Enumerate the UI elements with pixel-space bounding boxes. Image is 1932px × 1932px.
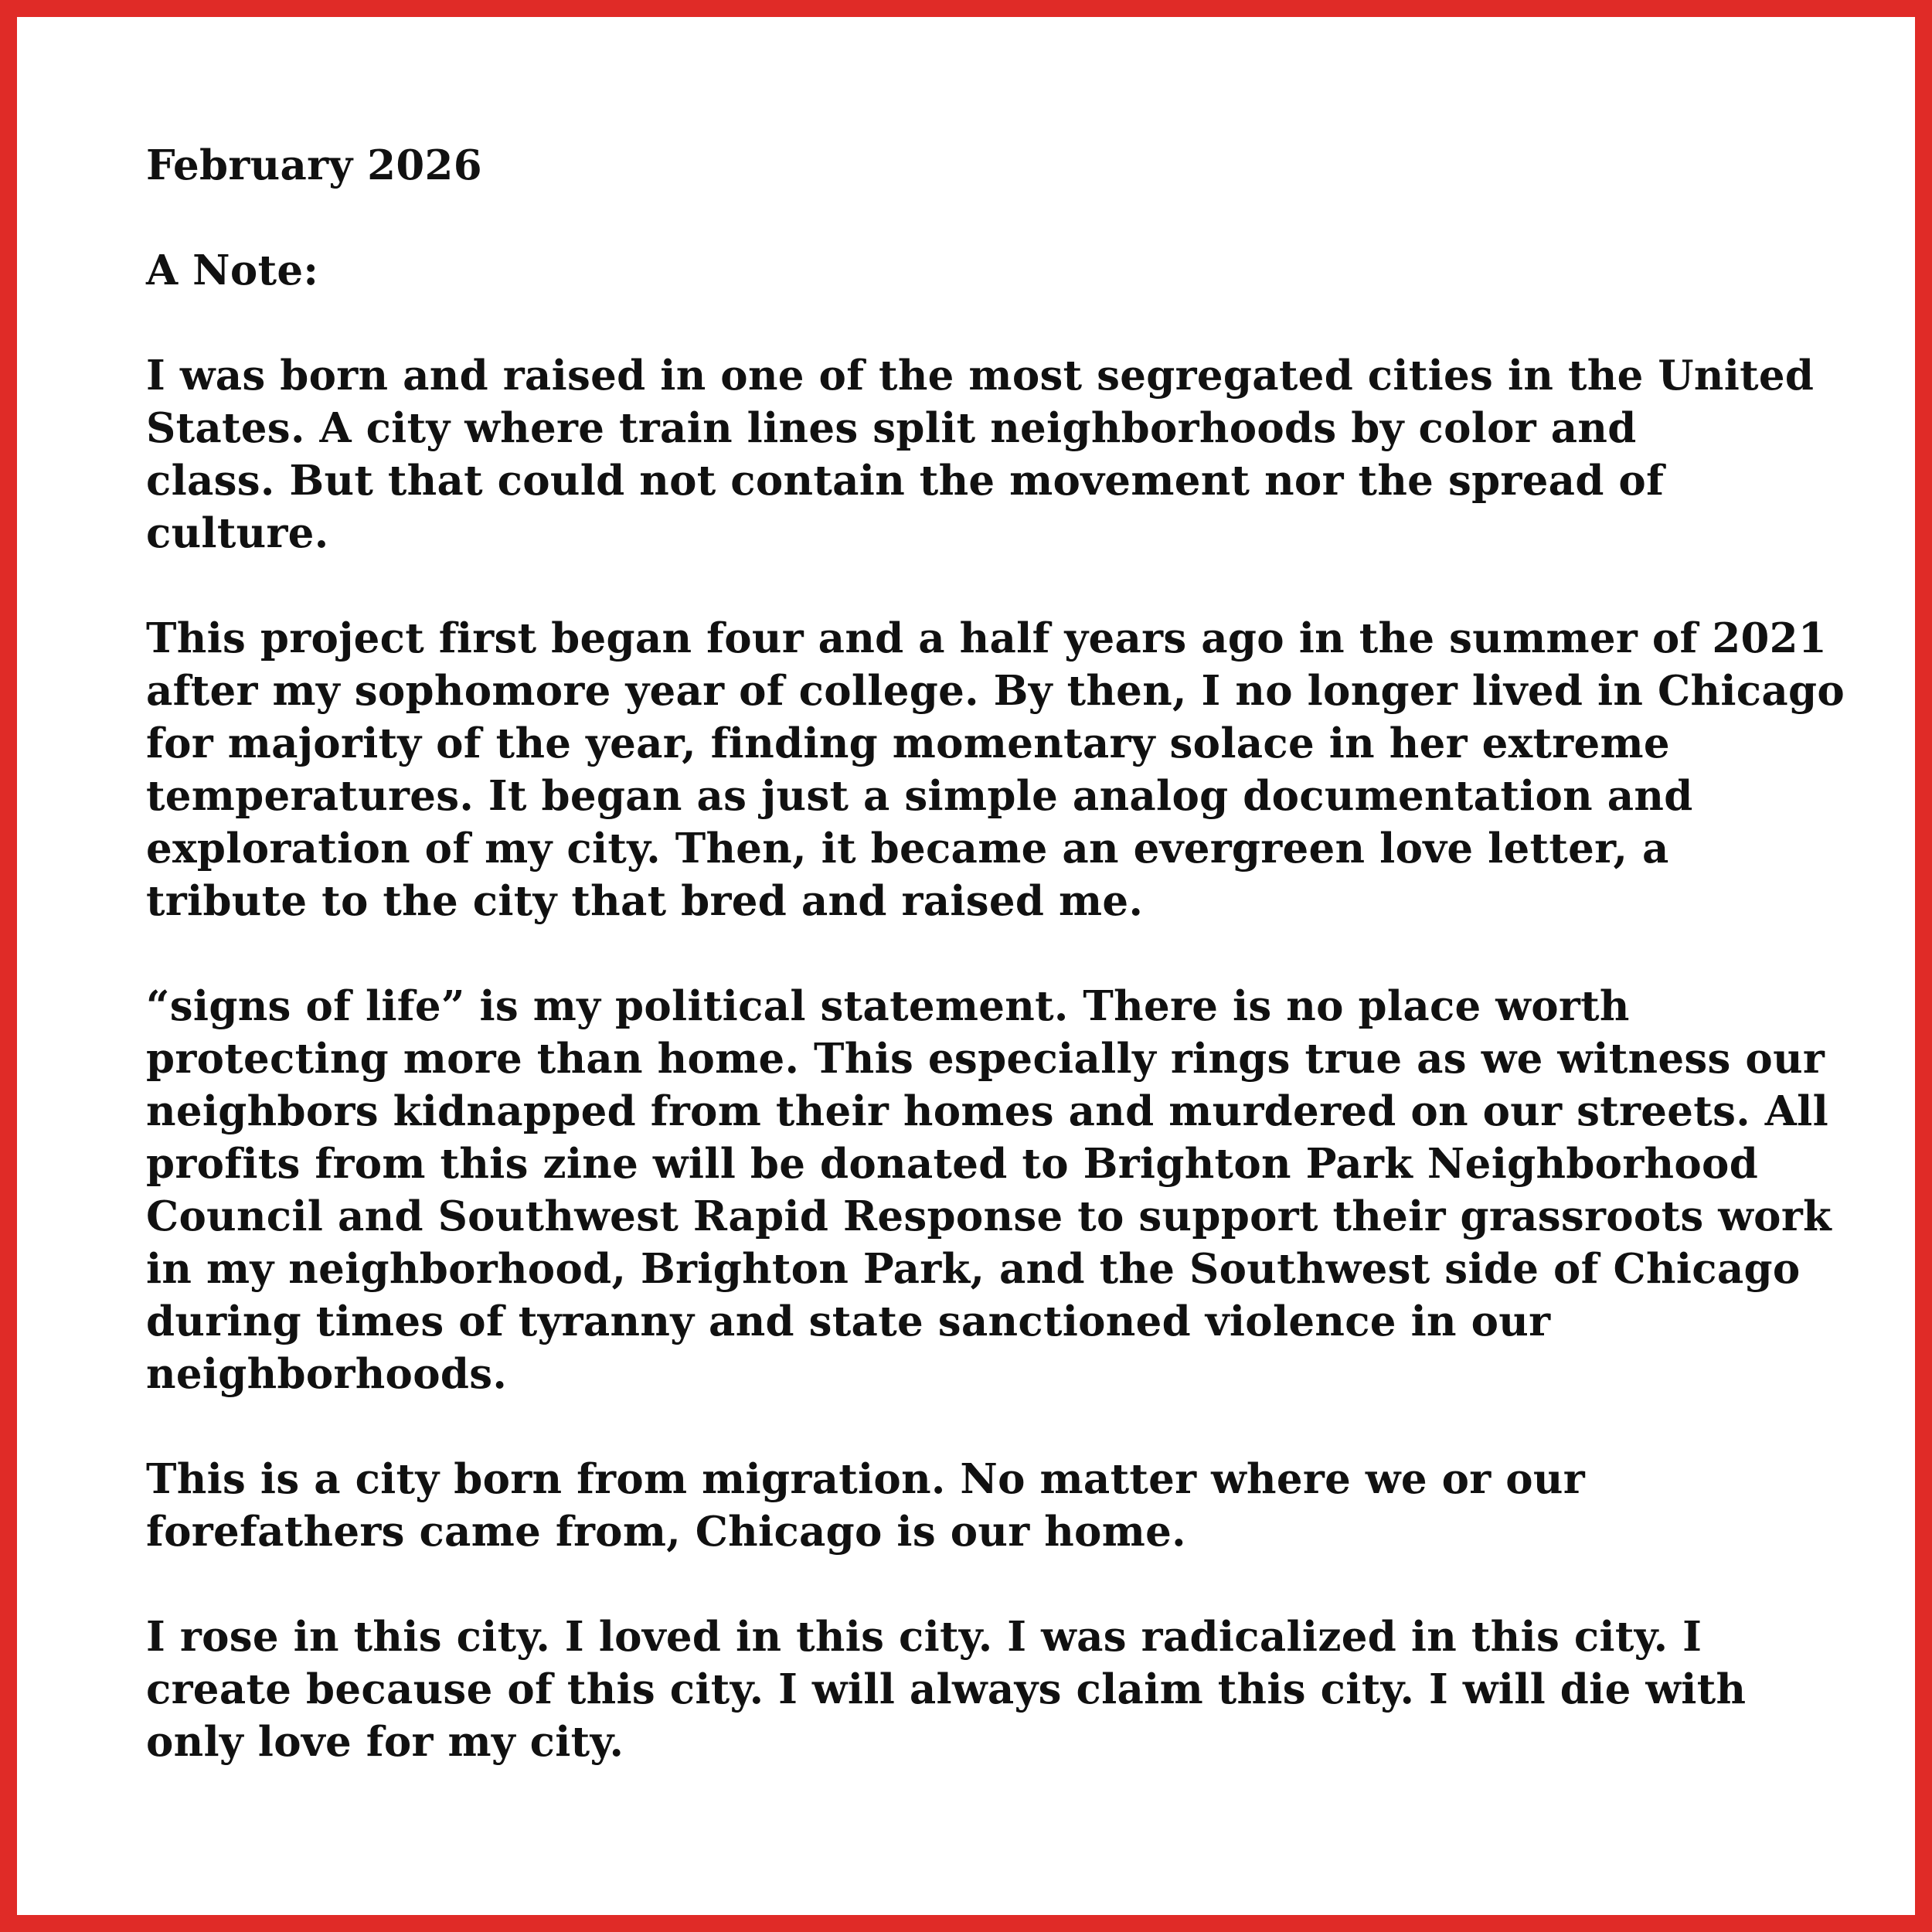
text-line: create because of this city. I will always claim this city. I will die with	[146, 1665, 1747, 1713]
text-line: during times of tyranny and state sanctioned violence in our	[146, 1298, 1551, 1345]
text-line: States. A city where train lines split neighborhoods by color and	[146, 404, 1637, 452]
paragraph-intro	[146, 349, 1854, 560]
paragraph-migration	[146, 1453, 1854, 1558]
text-line: This project first began four and a half years ago in the summer of 2021	[146, 614, 1828, 662]
text-line: in my neighborhood, Brighton Park, and the Southwest side of Chicago	[146, 1245, 1801, 1293]
paragraph-closing	[146, 1611, 1854, 1768]
spacer	[146, 1400, 1854, 1453]
text-line: after my sophomore year of college. By then, I no longer lived in Chicago	[146, 667, 1845, 715]
paragraph-project	[146, 612, 1854, 927]
text-line: I was born and raised in one of the most segregated cities in the United	[146, 352, 1815, 400]
text-line: exploration of my city. Then, it became an evergreen love letter, a	[146, 825, 1669, 872]
text-line: neighborhoods.	[146, 1350, 508, 1398]
text-line: This is a city born from migration. No matter where we or our	[146, 1455, 1585, 1503]
text-line: Council and Southwest Rapid Response to support their grassroots work	[146, 1192, 1832, 1240]
text-line: neighbors kidnapped from their homes and murdered on our streets. All	[146, 1087, 1829, 1135]
text-line: profits from this zine will be donated to Brighton Park Neighborhood	[146, 1140, 1759, 1188]
text-line: forefathers came from, Chicago is our home.	[146, 1508, 1186, 1556]
spacer	[146, 927, 1854, 980]
note-date: February 2026	[146, 141, 482, 189]
note-body	[146, 139, 1854, 1768]
spacer	[146, 297, 1854, 349]
text-line: tribute to the city that bred and raised me.	[146, 877, 1144, 925]
text-line: for majority of the year, finding momentary solace in her extreme	[146, 719, 1670, 767]
text-line: only love for my city.	[146, 1718, 624, 1766]
spacer	[146, 560, 1854, 612]
text-line: I rose in this city. I loved in this city. I was radicalized in this city. I	[146, 1613, 1702, 1661]
text-line: culture.	[146, 509, 329, 557]
paragraph-statement	[146, 980, 1854, 1400]
spacer	[146, 192, 1854, 244]
text-line: class. But that could not contain the movement nor the spread of	[146, 457, 1665, 505]
spacer	[146, 1558, 1854, 1611]
text-line: protecting more than home. This especially rings true as we witness our	[146, 1035, 1825, 1083]
text-line: “signs of life” is my political statement. There is no place worth	[146, 982, 1630, 1030]
text-line: temperatures. It began as just a simple analog documentation and	[146, 772, 1693, 820]
note-heading: A Note:	[146, 247, 319, 294]
